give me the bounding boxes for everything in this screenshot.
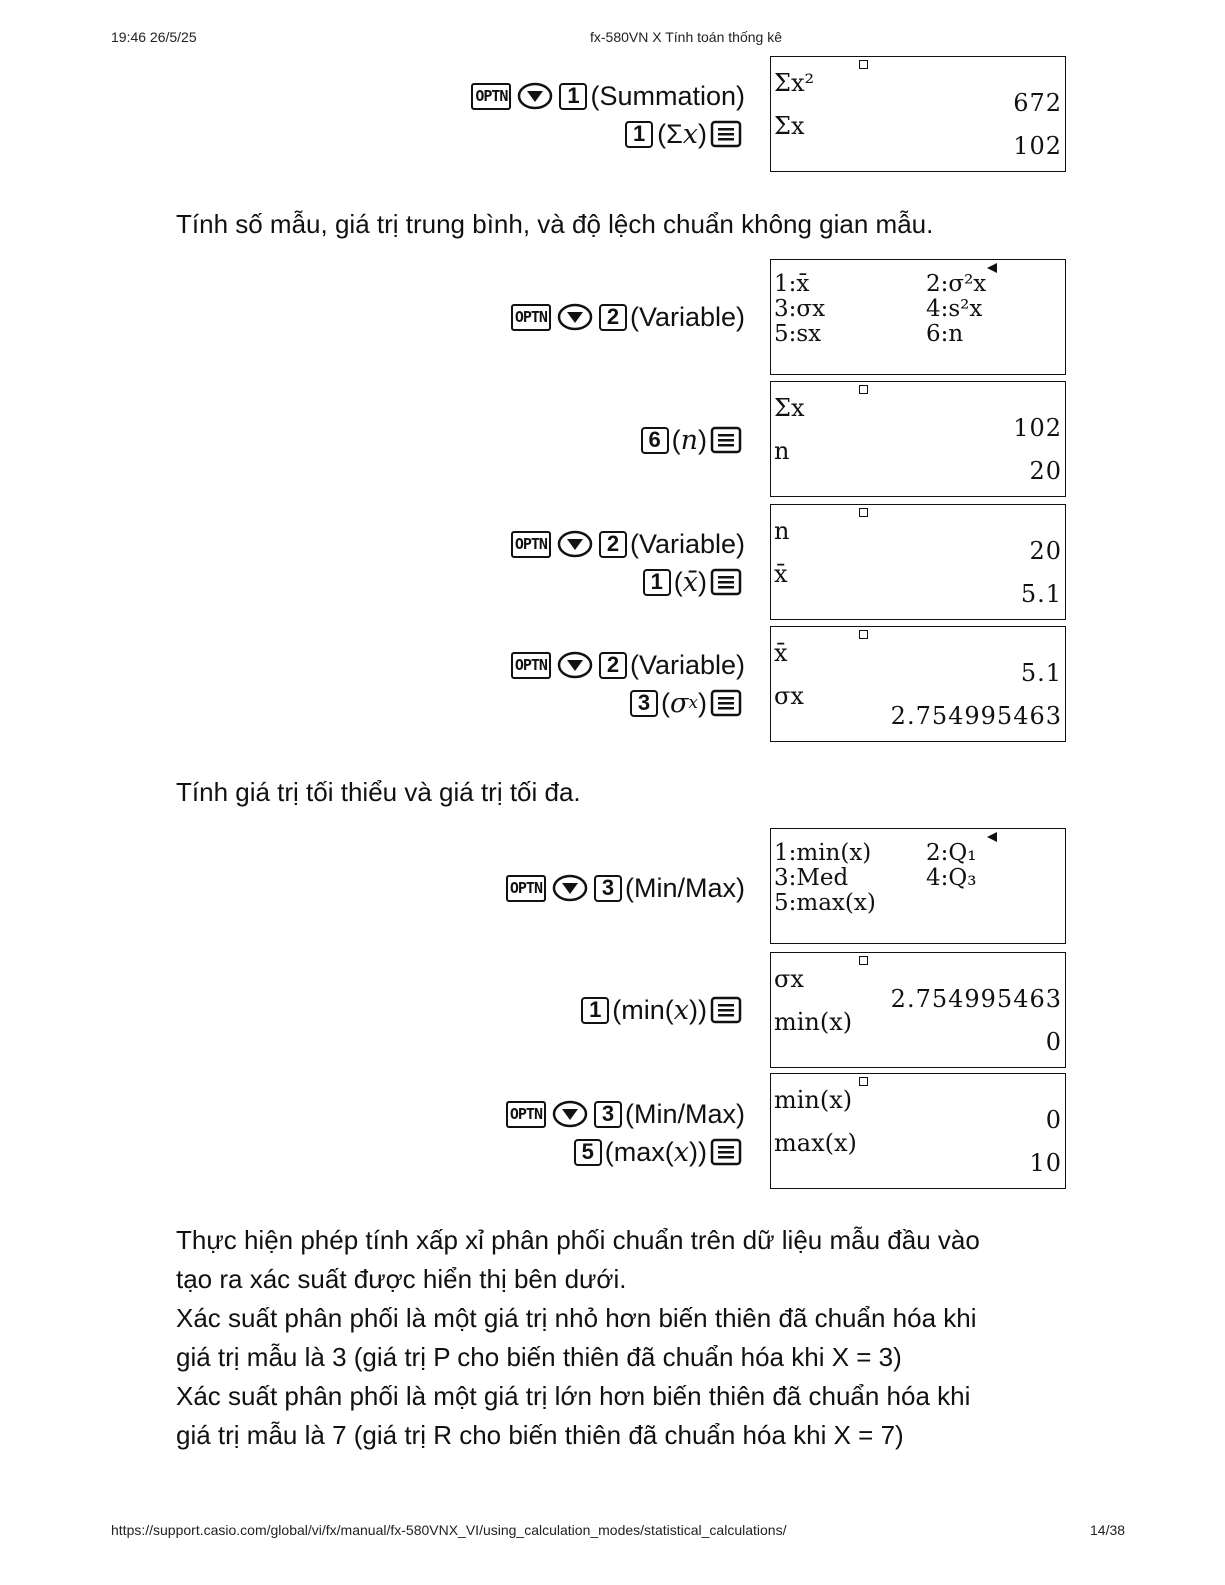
lcd-value: 5.1 [1020, 659, 1062, 687]
key-2: 2 [599, 531, 627, 558]
step-minmax-menu [503, 869, 745, 907]
footer-url[interactable]: https://support.casio.com/global/vi/fx/manual/fx-580VNX_VI/using_calculation_modes/statistical_calculations/ [111, 1522, 787, 1538]
key-2: 2 [599, 304, 627, 331]
step-sigma [508, 646, 745, 722]
step-label-var: σ [669, 687, 689, 719]
deg-indicator-icon [859, 508, 868, 517]
deg-indicator-icon [859, 956, 868, 965]
lcd-value: 102 [1013, 414, 1062, 442]
step-label-close: ) [698, 424, 707, 455]
lcd-label: x̄ [774, 639, 788, 667]
step-summation [468, 77, 745, 153]
cursor-down-icon [552, 1100, 588, 1128]
step-label: (Min/Max) [625, 1098, 745, 1129]
step-label: (Variable) [629, 301, 745, 332]
lcd-menu [774, 272, 1060, 347]
lcd-screen-variable-menu [770, 259, 1066, 375]
equals-key-icon [710, 1138, 742, 1166]
paragraph-sample-stats [176, 205, 933, 244]
lcd-screen-n [770, 381, 1066, 497]
lcd-menu [774, 841, 1060, 916]
step-label-var: n [680, 424, 698, 456]
key-3: 3 [594, 1101, 622, 1128]
lcd-label: σx [774, 965, 804, 993]
lcd-value: 0 [1045, 1028, 1062, 1056]
lcd-value: 2.754995463 [890, 985, 1062, 1013]
key-5: 5 [574, 1139, 602, 1166]
menu-option: 3:Med [774, 865, 849, 891]
lcd-label: min(x) [774, 1008, 853, 1036]
paragraph-line: Thực hiện phép tính xấp xỉ phân phối chuẩn trên dữ liệu mẫu đầu vào [176, 1225, 980, 1255]
lcd-label: n [774, 517, 790, 545]
lcd-label: σx [774, 682, 804, 710]
cursor-down-icon [557, 303, 593, 331]
menu-option: 1:min(x) [774, 840, 872, 866]
menu-option: 5:sx [774, 321, 822, 347]
lcd-label: Σx [774, 112, 805, 140]
step-label-var: x [682, 118, 698, 150]
step-label-sub: x [688, 693, 698, 713]
step-min [578, 991, 745, 1029]
lcd-screen-max [770, 1073, 1066, 1189]
key-1: 1 [625, 121, 653, 148]
menu-option: 2:Q₁ [926, 840, 977, 866]
lcd-screen-sigma [770, 626, 1066, 742]
step-variable-menu [508, 298, 745, 336]
deg-indicator-icon [859, 60, 868, 69]
lcd-value: 5.1 [1020, 580, 1062, 608]
lcd-value: 0 [1045, 1106, 1062, 1134]
step-label-var: x [673, 1136, 690, 1168]
key-1: 1 [581, 997, 609, 1024]
lcd-screen-summation [770, 56, 1066, 172]
header-title: fx-580VN X Tính toán thống kê [590, 29, 782, 45]
key-6: 6 [641, 427, 669, 454]
lcd-value: 10 [1029, 1149, 1062, 1177]
footer-page-number: 14/38 [1090, 1522, 1126, 1538]
menu-option: 3:σx [774, 296, 826, 322]
equals-key-icon [710, 568, 742, 596]
cursor-down-icon [557, 530, 593, 558]
step-label-close: ) [698, 118, 707, 149]
step-label-close: ) [698, 687, 707, 718]
paragraph-normal-distribution [176, 1221, 980, 1455]
deg-indicator-icon [859, 630, 868, 639]
lcd-value: 102 [1013, 132, 1062, 160]
lcd-label: max(x) [774, 1129, 857, 1157]
step-label-open: (Σ [657, 118, 683, 149]
paragraph-line: Xác suất phân phối là một giá trị lớn hơn biến thiên đã chuẩn hóa khi [176, 1381, 971, 1411]
key-3: 3 [630, 690, 658, 717]
step-label: (Variable) [629, 649, 745, 680]
lcd-value: 20 [1029, 537, 1062, 565]
equals-key-icon [710, 426, 742, 454]
step-label-open: (min( [612, 994, 674, 1025]
step-label-close: ) [698, 566, 707, 597]
header-datetime: 19:46 26/5/25 [111, 29, 197, 45]
lcd-label: n [774, 437, 790, 465]
menu-option: 1:x̄ [774, 271, 810, 297]
step-label-var: x̄ [682, 566, 698, 598]
cursor-down-icon [552, 874, 588, 902]
lcd-screen-mean [770, 504, 1066, 620]
step-label-open: (max( [604, 1136, 674, 1167]
paragraph-text: Tính số mẫu, giá trị trung bình, và độ lệch chuẩn không gian mẫu. [176, 209, 934, 239]
step-label: (Min/Max) [625, 872, 745, 903]
step-max [503, 1095, 745, 1171]
lcd-screen-min [770, 952, 1066, 1068]
step-label-open: ( [673, 566, 683, 597]
optn-key: OPTN [506, 875, 546, 902]
step-label-var: x [673, 994, 690, 1026]
step-n [638, 421, 745, 459]
menu-option: 6:n [926, 321, 964, 347]
optn-key: OPTN [511, 304, 551, 331]
step-label: (Summation) [590, 80, 745, 111]
optn-key: OPTN [506, 1101, 546, 1128]
paragraph-line: tạo ra xác suất được hiển thị bên dưới. [176, 1264, 627, 1294]
optn-key: OPTN [511, 531, 551, 558]
key-1: 1 [643, 569, 671, 596]
lcd-label: x̄ [774, 560, 788, 588]
step-label-open: ( [671, 424, 681, 455]
lcd-label: min(x) [774, 1086, 853, 1114]
equals-key-icon [710, 689, 742, 717]
step-label-open: ( [660, 687, 670, 718]
step-mean [508, 525, 745, 601]
optn-key: OPTN [511, 652, 551, 679]
lcd-screen-minmax-menu [770, 828, 1066, 944]
paragraph-minmax [176, 773, 581, 812]
equals-key-icon [710, 120, 742, 148]
key-3: 3 [594, 875, 622, 902]
key-2: 2 [599, 652, 627, 679]
lcd-label: Σx² [774, 69, 815, 97]
optn-key: OPTN [471, 83, 511, 110]
paragraph-line: giá trị mẫu là 7 (giá trị R cho biến thiên đã chuẩn hóa khi X = 7) [176, 1420, 904, 1450]
cursor-down-icon [557, 651, 593, 679]
menu-option: 2:σ²x [926, 271, 987, 297]
lcd-value: 672 [1013, 89, 1062, 117]
menu-option: 4:s²x [926, 296, 983, 322]
cursor-down-icon [517, 82, 553, 110]
deg-indicator-icon [859, 385, 868, 394]
step-label-close: )) [689, 1136, 707, 1167]
lcd-label: Σx [774, 394, 805, 422]
lcd-value: 2.754995463 [890, 702, 1062, 730]
menu-option: 5:max(x) [774, 890, 876, 916]
paragraph-text: Tính giá trị tối thiểu và giá trị tối đa. [176, 777, 581, 807]
lcd-value: 20 [1029, 457, 1062, 485]
step-label: (Variable) [629, 528, 745, 559]
step-label-close: )) [689, 994, 707, 1025]
key-1: 1 [559, 83, 587, 110]
paragraph-line: Xác suất phân phối là một giá trị nhỏ hơn biến thiên đã chuẩn hóa khi [176, 1303, 977, 1333]
menu-option: 4:Q₃ [926, 865, 977, 891]
equals-key-icon [710, 996, 742, 1024]
deg-indicator-icon [859, 1077, 868, 1086]
paragraph-line: giá trị mẫu là 3 (giá trị P cho biến thiên đã chuẩn hóa khi X = 3) [176, 1342, 902, 1372]
